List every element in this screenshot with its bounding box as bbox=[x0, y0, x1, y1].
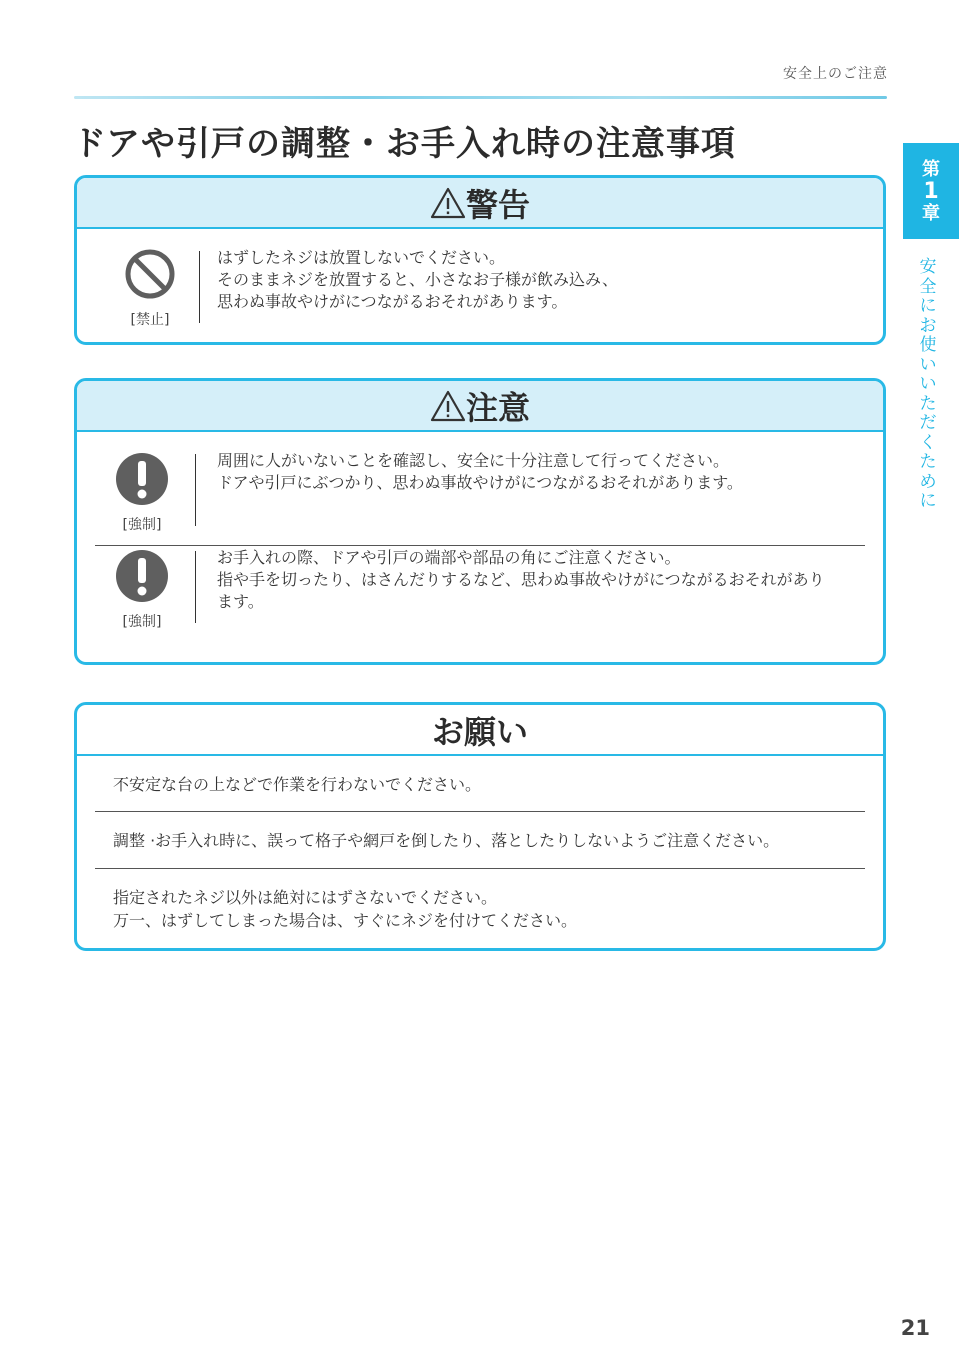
caution-heading bbox=[77, 381, 883, 432]
divider-vertical bbox=[199, 251, 200, 323]
request-heading-text: お願い bbox=[431, 712, 528, 751]
page-title: ドアや引戸の調整・お手入れ時の注意事項 bbox=[72, 124, 736, 164]
text-line: 指定されたネジ以外は絶対にはずさないでください。 bbox=[113, 888, 498, 907]
chapter-tab bbox=[903, 143, 959, 239]
caution-text bbox=[217, 450, 855, 494]
prohibited-icon bbox=[123, 247, 177, 301]
text-line: 周囲に人がいないことを確認し、安全に十分注意して行ってください。 bbox=[217, 451, 730, 470]
request-item bbox=[113, 773, 481, 796]
text-line: 調整 ·お手入れ時に、誤って格子や網戸を倒したり、落としたりしないようご注意ください。 bbox=[113, 831, 780, 850]
request-box bbox=[74, 702, 886, 951]
mandatory-label: [強制] bbox=[122, 614, 162, 630]
text-line: 不安定な台の上などで作業を行わないでください。 bbox=[113, 775, 482, 794]
request-item bbox=[113, 829, 779, 852]
warning-heading-text: 警告 bbox=[465, 185, 530, 224]
page-number: 21 bbox=[900, 1316, 930, 1340]
warning-box bbox=[74, 175, 886, 345]
text-line: お手入れの際、ドアや引戸の端部や部品の角にご注意ください。 bbox=[217, 548, 681, 567]
row-separator bbox=[95, 811, 865, 812]
caution-entry-icon-col bbox=[107, 549, 177, 631]
caution-text bbox=[217, 547, 855, 613]
text-line: ドアや引戸にぶつかり、思わぬ事故やけがにつながるおそれがあります。 bbox=[217, 473, 743, 492]
chapter-title-vertical: 安全にお使いいただくために bbox=[919, 257, 937, 511]
divider-vertical bbox=[195, 454, 196, 526]
caution-heading-text: 注意 bbox=[465, 388, 530, 427]
text-line: 思わぬ事故やけがにつながるおそれがあります。 bbox=[217, 292, 568, 311]
prohibited-label: [禁止] bbox=[130, 312, 170, 328]
request-item bbox=[113, 886, 577, 932]
chapter-number: 1 bbox=[923, 179, 939, 204]
row-separator bbox=[95, 868, 865, 869]
text-line: ます。 bbox=[217, 592, 264, 611]
mandatory-icon bbox=[115, 452, 169, 506]
caution-box bbox=[74, 378, 886, 665]
mandatory-label: [強制] bbox=[122, 517, 162, 533]
divider-vertical bbox=[195, 551, 196, 623]
caution-entry bbox=[77, 432, 883, 545]
chapter-tab-line1: 第 bbox=[922, 159, 940, 180]
warning-triangle-icon bbox=[430, 390, 466, 422]
warning-entry-icon-col bbox=[115, 247, 185, 329]
mandatory-icon bbox=[115, 549, 169, 603]
text-line: 万一、はずしてしまった場合は、すぐにネジを付けてください。 bbox=[113, 911, 578, 930]
chapter-tab-line3: 章 bbox=[922, 203, 940, 224]
header-rule bbox=[74, 96, 887, 99]
warning-entry bbox=[77, 229, 883, 345]
warning-triangle-icon bbox=[430, 187, 466, 219]
request-heading bbox=[77, 705, 883, 756]
text-line: はずしたネジは放置しないでください。 bbox=[217, 248, 506, 267]
running-header: 安全上のご注意 bbox=[783, 66, 888, 82]
caution-entry bbox=[77, 545, 883, 663]
text-line: そのままネジを放置すると、小さなお子様が飲み込み、 bbox=[217, 270, 618, 289]
text-line: 指や手を切ったり、はさんだりするなど、思わぬ事故やけがにつながるおそれがあり bbox=[217, 570, 825, 589]
caution-entry-icon-col bbox=[107, 452, 177, 534]
warning-heading bbox=[77, 178, 883, 229]
warning-text bbox=[217, 247, 855, 313]
